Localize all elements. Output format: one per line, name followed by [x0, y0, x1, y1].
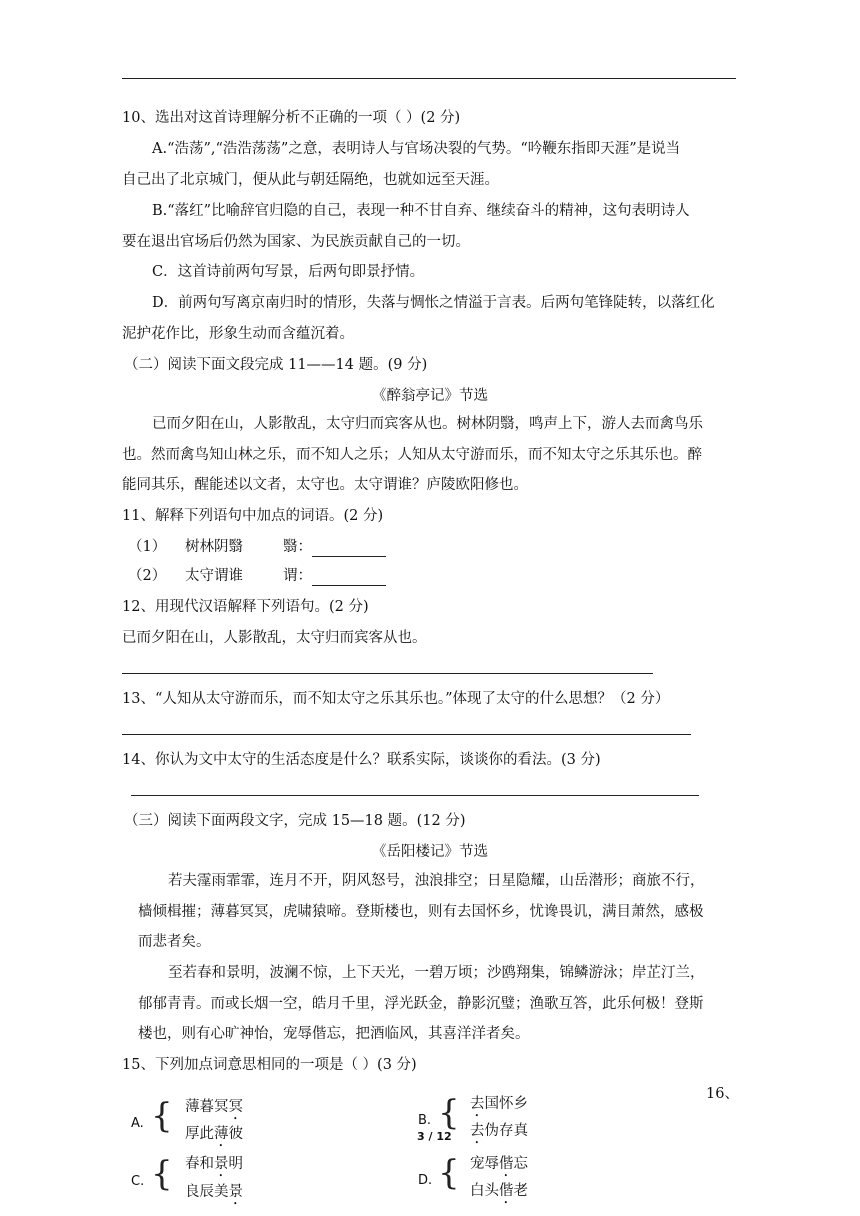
section2-heading: （二）阅读下面文段完成 11——14 题。(9 分) — [124, 357, 428, 373]
q15-option-c-label[interactable]: C. — [131, 1174, 145, 1189]
header-rule — [122, 78, 736, 79]
q10-option-d-line2: 泥护花作比，形象生动而含蕴沉着。 — [122, 326, 354, 342]
q10-option-b-line2: 要在退出官场后仍然为国家、为民族贡献自己的一切。 — [122, 234, 470, 250]
section3-heading: （三）阅读下面两段文字，完成 15—18 题。(12 分) — [124, 813, 466, 829]
section3-passage-line4: 至若春和景明，波澜不惊，上下天光，一碧万顷；沙鸥翔集，锦鳞游泳；岸芷汀兰， — [168, 965, 705, 981]
text-segment: 白头 — [470, 1183, 499, 1199]
q15-option-d-label[interactable]: D. — [418, 1173, 433, 1188]
section3-passage-line2: 樯倾楫摧；薄暮冥冥，虎啸猿啼。登斯楼也，则有去国怀乡，忧谗畏讥，满目萧然，感极 — [138, 904, 704, 920]
section3-passage-line6: 楼也，则有心旷神怡，宠辱偕忘，把酒临风，其喜洋洋者矣。 — [138, 1026, 530, 1042]
q15-option-d-line2 — [470, 1181, 528, 1207]
q11-item2-answer-blank[interactable] — [312, 569, 386, 586]
text-segment: 薄暮冥 — [185, 1099, 229, 1115]
q11-stem: 11、解释下列语句中加点的词语。(2 分) — [122, 508, 384, 524]
q12-sentence: 已而夕阳在山，人影散乱，太守归而宾客从也。 — [122, 630, 427, 646]
text-segment: 彼 — [228, 1126, 243, 1142]
q15-stem: 15、下列加点词意思相同的一项是（ ）(3 分) — [122, 1057, 417, 1073]
q12-stem: 12、用现代汉语解释下列语句。(2 分) — [122, 599, 369, 615]
dotted-word: 去 — [470, 1096, 485, 1112]
section3-passage-line1: 若夫霪雨霏霏，连月不开，阴风怒号，浊浪排空；日星隐耀，山岳潜形；商旅不行， — [168, 873, 705, 889]
q14-answer-line[interactable] — [131, 795, 699, 796]
q11-item2-word: 谓： — [283, 568, 312, 584]
q11-item1-answer-blank[interactable] — [312, 540, 386, 557]
q13-stem: 13、“人知从太守游而乐，而不知太守之乐其乐也。”体现了太守的什么思想？（2 分） — [122, 691, 670, 707]
q15-option-d-brace: { — [438, 1153, 460, 1193]
q15-option-b-line2 — [470, 1121, 528, 1147]
q10-option-c: C．这首诗前两句写景，后两句即景抒情。 — [152, 264, 425, 280]
dotted-word: 冥 — [228, 1099, 243, 1115]
q10-option-a-line2: 自己出了北京城门，便从此与朝廷隔绝，也就如远至天涯。 — [122, 172, 499, 188]
text-segment: 忘 — [513, 1156, 528, 1172]
q11-item1-word: 翳： — [283, 539, 312, 555]
q10-option-d-line1: D．前两句写离京南归时的情形，失落与惆怅之情溢于言表。后两句笔锋陡转，以落红化 — [152, 295, 715, 311]
text-segment: 老 — [513, 1183, 528, 1199]
q11-item2-label — [283, 566, 386, 586]
q11-item1-phrase: 树林阴翳 — [185, 539, 243, 555]
q10-option-a-line1: A.“浩荡”,“浩浩荡荡”之意，表明诗人与官场决裂的气势。“吟鞭东指即天涯”是说当 — [152, 141, 681, 157]
q15-option-a-brace: { — [151, 1096, 173, 1136]
q11-item2-number: （2） — [128, 568, 167, 584]
text-segment: 国怀乡 — [484, 1096, 528, 1112]
section2-passage-line2: 也。然而禽鸟知山林之乐，而不知人之乐；人知从太守游而乐，而不知太守之乐其乐也。醉 — [122, 447, 702, 463]
q11-item1-number: （1） — [128, 539, 167, 555]
q15-option-a-line1 — [185, 1097, 243, 1123]
text-segment: 明 — [228, 1156, 243, 1172]
q15-option-d-line1 — [470, 1154, 528, 1180]
dotted-word: 偕 — [499, 1156, 514, 1172]
text-segment: 春和 — [185, 1156, 214, 1172]
q13-answer-line[interactable] — [122, 734, 691, 735]
text-segment: 良辰美 — [185, 1184, 229, 1200]
section2-passage-line3: 能同其乐，醒能述以文者，太守也。太守谓谁？庐陵欧阳修也。 — [122, 477, 528, 493]
section3-passage-line5: 郁郁青青。而或长烟一空，皓月千里，浮光跃金，静影沉璧；渔歌互答，此乐何极！登斯 — [138, 996, 704, 1012]
q10-option-b-line1: B.“落红”比喻辞官归隐的自己，表现一种不甘自弃、继续奋斗的精神，这句表明诗人 — [152, 203, 690, 219]
q10-stem: 10、选出对这首诗理解分析不正确的一项（ ）(2 分) — [122, 110, 461, 126]
q11-item2-phrase: 太守谓谁 — [185, 568, 243, 584]
q11-item1-label — [283, 537, 386, 557]
dotted-word: 景 — [228, 1184, 243, 1200]
section2-passage-line1: 已而夕阳在山，人影散乱，太守归而宾客从也。树林阴翳，鸣声上下，游人去而禽鸟乐 — [152, 416, 703, 432]
q15-option-b-line1 — [470, 1094, 528, 1120]
q16-start: 16、 — [706, 1086, 739, 1102]
section3-passage-line3: 而悲者矣。 — [138, 934, 211, 950]
page-number: 3 / 12 — [417, 1130, 452, 1143]
q12-answer-line[interactable] — [122, 673, 653, 674]
q15-option-a-line2 — [185, 1124, 243, 1150]
q15-option-b-brace: { — [438, 1093, 460, 1133]
section2-passage-title: 《醉翁亭记》节选 — [372, 388, 488, 404]
text-segment: 厚此 — [185, 1126, 214, 1142]
dotted-word: 去 — [470, 1123, 485, 1139]
dotted-word: 偕 — [499, 1183, 514, 1199]
section3-passage-title: 《岳阳楼记》节选 — [372, 844, 488, 860]
q15-option-a-label[interactable]: A. — [131, 1116, 144, 1131]
dotted-word: 景 — [214, 1156, 229, 1172]
q15-option-b-label[interactable]: B. — [418, 1113, 432, 1128]
q15-option-c-line2 — [185, 1182, 243, 1208]
dotted-word: 薄 — [214, 1126, 229, 1142]
q14-stem: 14、你认为文中太守的生活态度是什么？联系实际，谈谈你的看法。(3 分) — [122, 752, 601, 768]
text-segment: 伪存真 — [484, 1123, 528, 1139]
q15-option-c-line1 — [185, 1154, 243, 1180]
q15-option-c-brace: { — [151, 1154, 173, 1194]
text-segment: 宠辱 — [470, 1156, 499, 1172]
